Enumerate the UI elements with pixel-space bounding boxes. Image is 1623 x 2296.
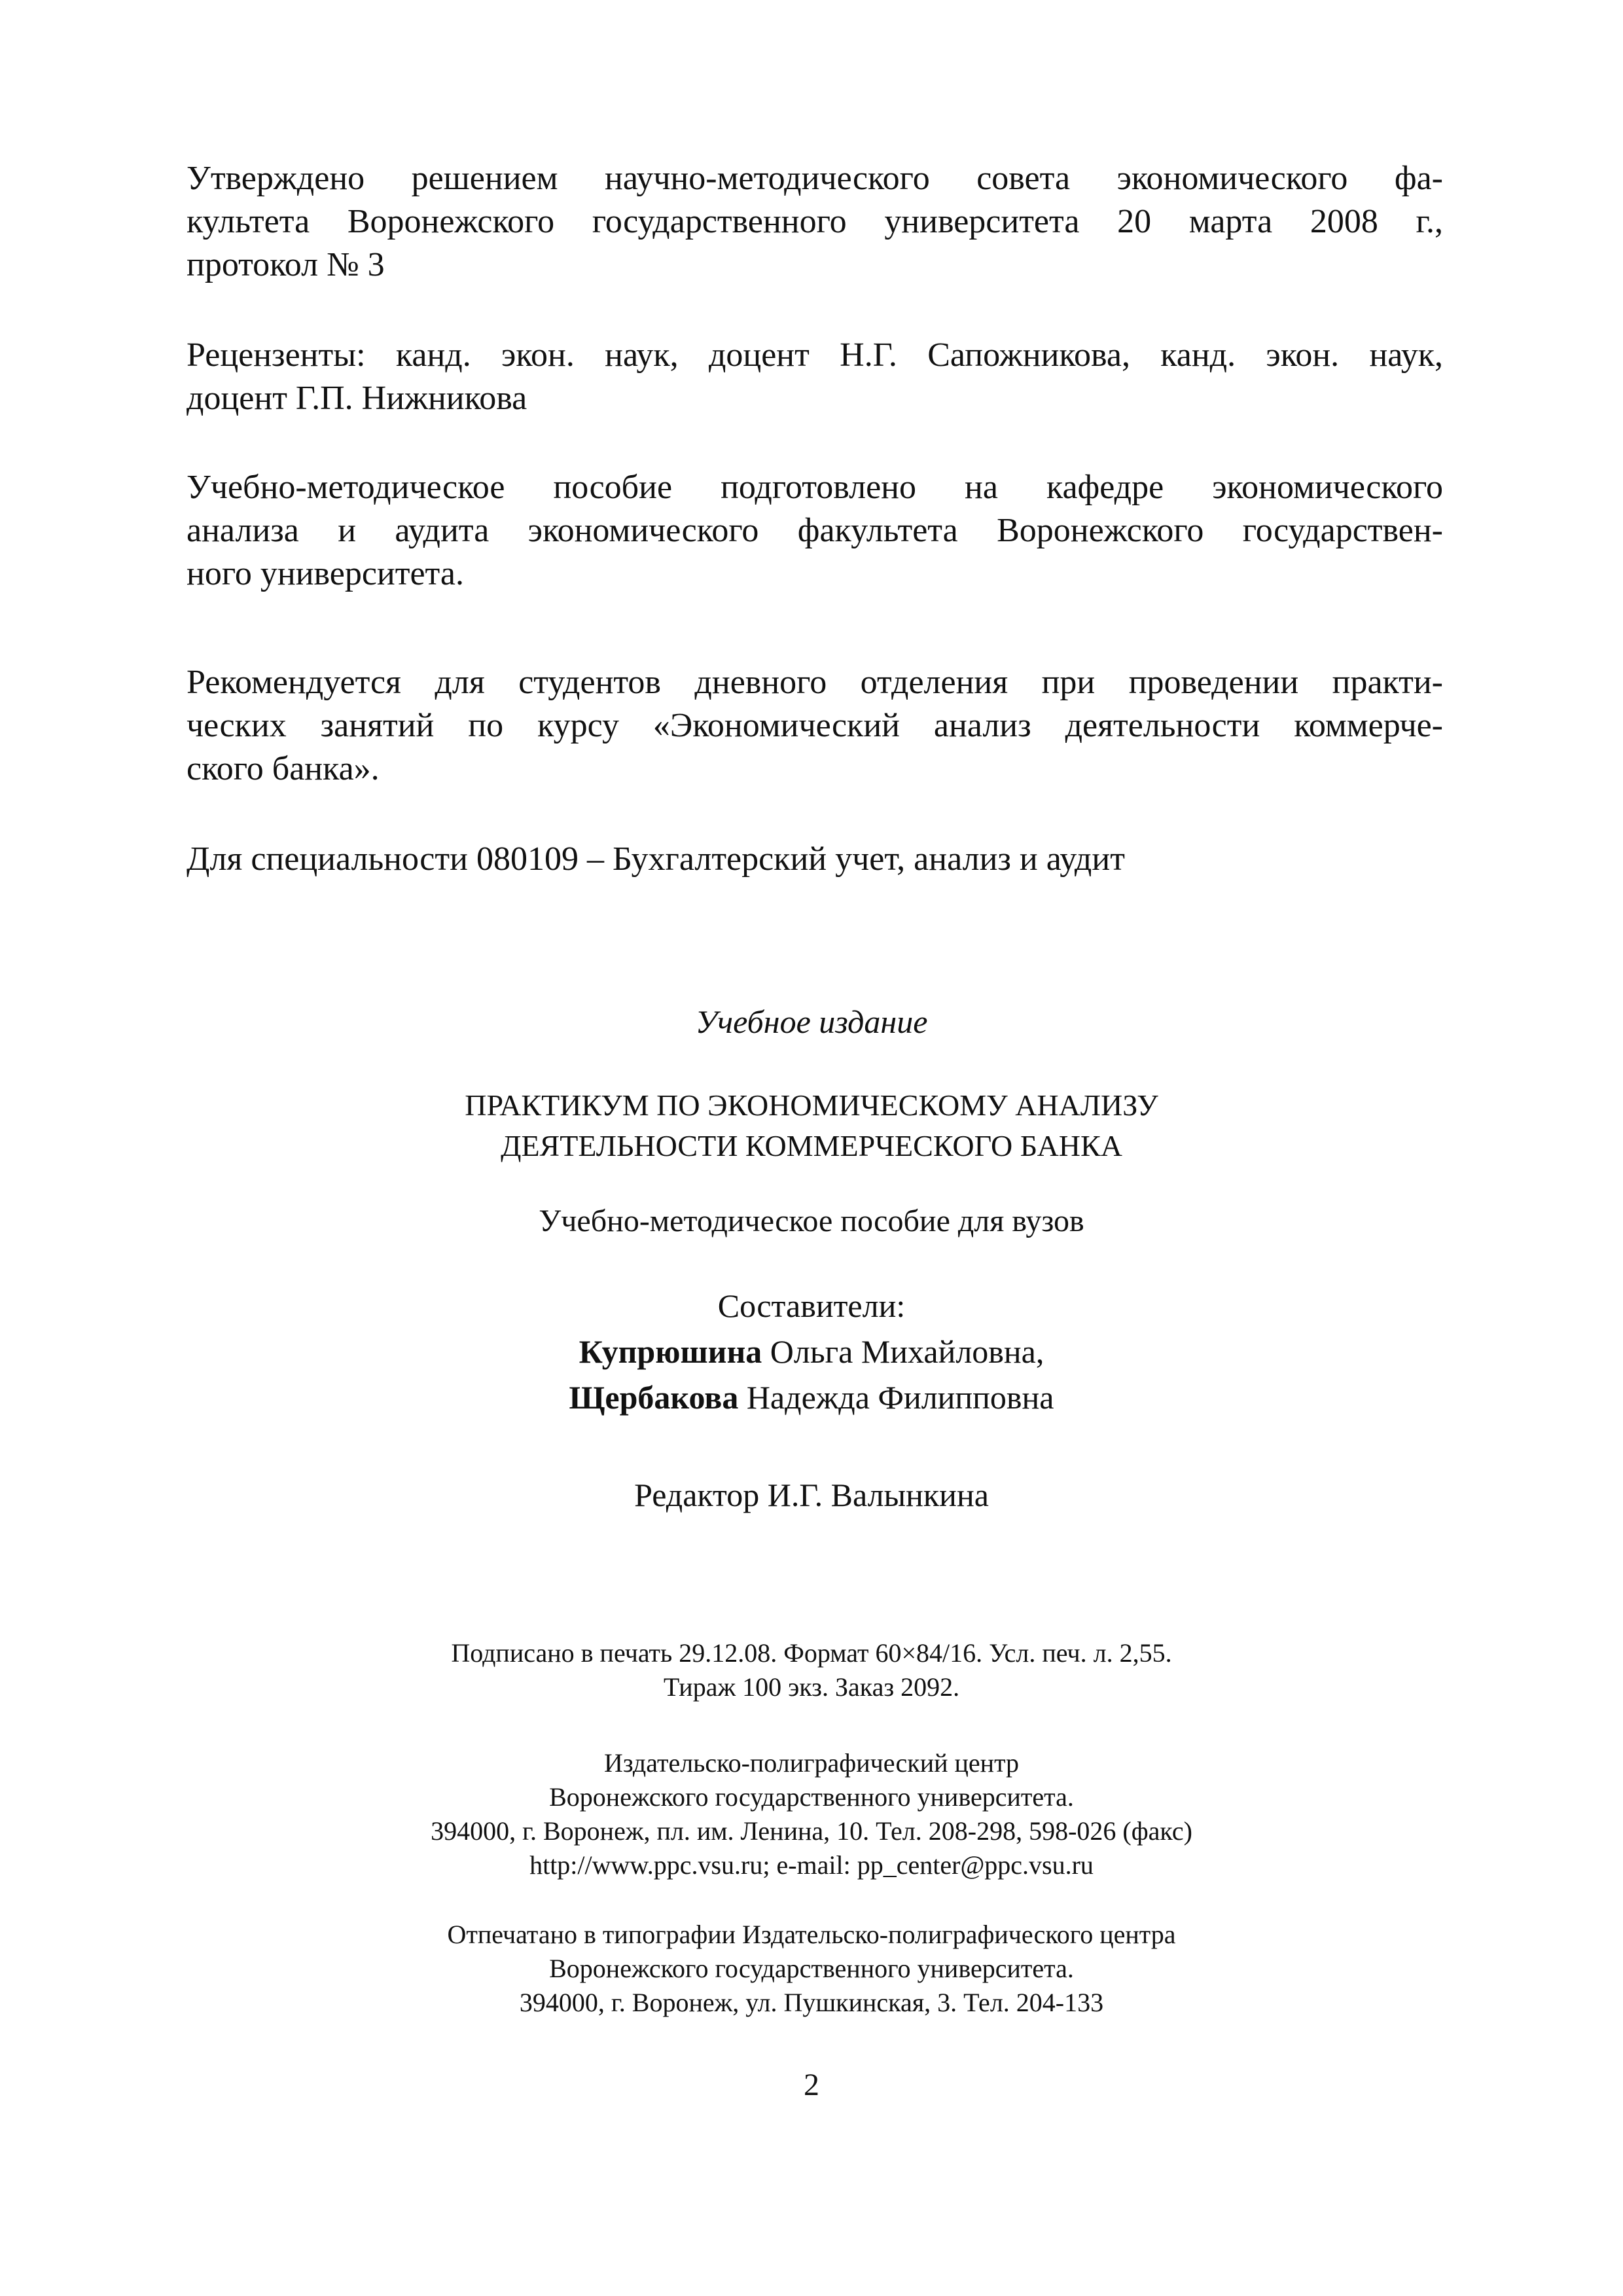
- recommended-line-1: Рекомендуется для студентов дневного отделения при проведении практи-: [187, 664, 1443, 701]
- printed-at-line-3: 394000, г. Воронеж, ул. Пушкинская, 3. Тел. 204-133: [519, 1988, 1104, 2017]
- approval-line-1: Утверждено решением научно-методического совета экономического фа-: [187, 160, 1443, 197]
- publisher-line-2: Воронежского государственного университета.: [549, 1782, 1074, 1812]
- printed-at-line-1: Отпечатано в типографии Издательско-полиграфического центра: [447, 1920, 1176, 1949]
- book-subtitle: Учебно-методическое пособие для вузов: [539, 1204, 1084, 1238]
- print-info-line-2: Тираж 100 экз. Заказ 2092.: [663, 1672, 960, 1702]
- compilers-label: Составители:: [717, 1287, 906, 1324]
- book-title: [0, 1085, 1623, 1166]
- specialty-line: Для специальности 080109 – Бухгалтерский учет, анализ и аудит: [187, 840, 1125, 878]
- editor-line: Редактор И.Г. Валынкина: [634, 1477, 989, 1513]
- approval-paragraph: [187, 157, 1443, 287]
- compiler-2-name: Надежда Филипповна: [738, 1379, 1054, 1416]
- compiler-1-surname: Купрюшина: [579, 1333, 762, 1370]
- book-title-line-1: ПРАКТИКУМ ПО ЭКОНОМИЧЕСКОМУ АНАЛИЗУ: [465, 1088, 1158, 1122]
- printing-house-info: [0, 1918, 1623, 2020]
- compiler-2-surname: Щербакова: [569, 1379, 739, 1416]
- reviewers-paragraph: [187, 334, 1443, 420]
- specialty-paragraph: [187, 838, 1443, 881]
- publisher-info: [0, 1746, 1623, 1882]
- printed-at-line-2: Воронежского государственного университета.: [549, 1954, 1074, 1983]
- reviewers-line-1: Рецензенты: канд. экон. наук, доцент Н.Г. Сапожникова, канд. экон. наук,: [187, 336, 1443, 374]
- page-number: 2: [804, 2068, 819, 2102]
- compiler-2: [0, 1374, 1623, 1420]
- print-info: [0, 1636, 1623, 1704]
- recommended-line-3: ского банка».: [187, 750, 380, 787]
- compilers-block: [0, 1283, 1623, 1420]
- recommended-paragraph: [187, 661, 1443, 791]
- prepared-line-2: анализа и аудита экономического факультета Воронежского государствен-: [187, 512, 1443, 549]
- edition-type: Учебное издание: [695, 1003, 928, 1040]
- prepared-line-3: ного университета.: [187, 555, 464, 592]
- compiler-1: [0, 1329, 1623, 1374]
- prepared-line-1: Учебно-методическое пособие подготовлено на кафедре экономического: [187, 469, 1443, 506]
- approval-line-2: культета Воронежского государственного университета 20 марта 2008 г.,: [187, 203, 1443, 240]
- publisher-line-1: Издательско-полиграфический центр: [603, 1748, 1020, 1778]
- approval-line-3: протокол № 3: [187, 246, 385, 283]
- book-title-line-2: ДЕЯТЕЛЬНОСТИ КОММЕРЧЕСКОГО БАНКА: [501, 1129, 1122, 1162]
- prepared-paragraph: [187, 466, 1443, 596]
- compiler-1-name: Ольга Михайловна,: [762, 1333, 1044, 1370]
- publisher-line-3: 394000, г. Воронеж, пл. им. Ленина, 10. Тел. 208-298, 598-026 (факс): [431, 1816, 1192, 1846]
- publisher-line-4: http://www.ppc.vsu.ru; e-mail: pp_center@ppc.vsu.ru: [529, 1850, 1094, 1880]
- reviewers-line-2: доцент Г.П. Нижникова: [187, 380, 527, 417]
- print-info-line-1: Подписано в печать 29.12.08. Формат 60×84/16. Усл. печ. л. 2,55.: [451, 1638, 1172, 1668]
- recommended-line-2: ческих занятий по курсу «Экономический анализ деятельности коммерче-: [187, 707, 1443, 744]
